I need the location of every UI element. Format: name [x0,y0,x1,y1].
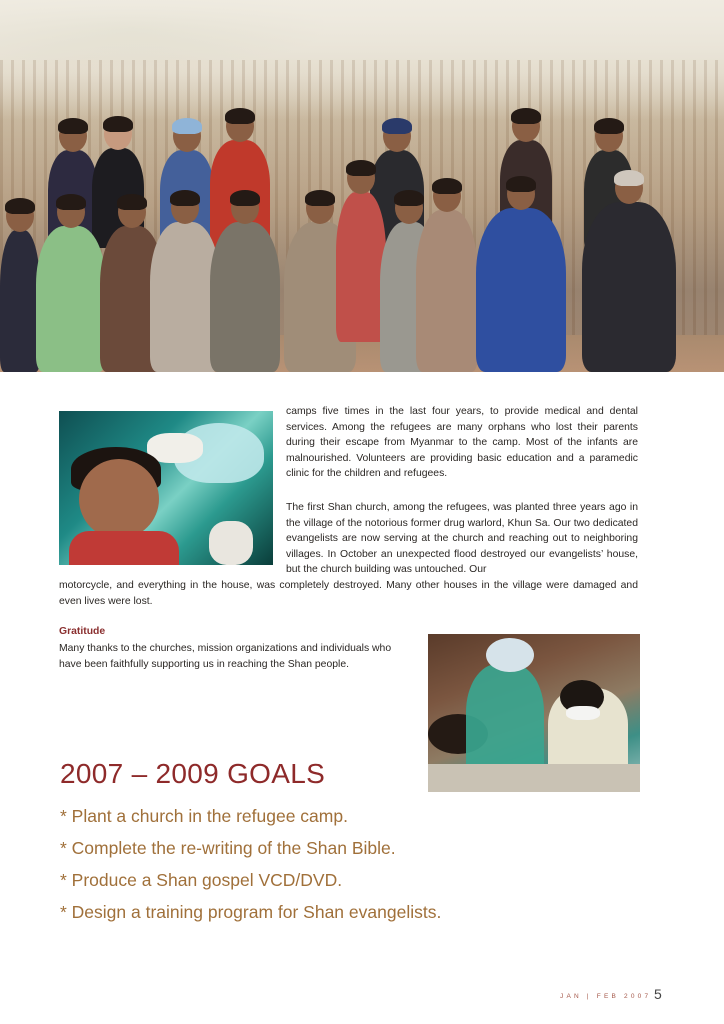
dental-exam-photo [59,411,273,565]
goal-item: * Produce a Shan gospel VCD/DVD. [60,870,343,890]
child-figure [416,210,478,372]
child-figure [476,208,566,372]
gratitude-heading: Gratitude [59,626,106,637]
issue-date: JAN | FEB 2007 [560,993,652,1000]
child-figure [336,192,386,342]
page-number: 5 [654,986,662,1002]
gratitude-body: Many thanks to the churches, mission organizations and individuals who have been faithfully supporting us in reaching the Shan people. [59,643,392,670]
child-figure [210,222,280,372]
medical-clinic-photo [428,634,640,792]
article-paragraph-continued: motorcycle, and everything in the house, was completely destroyed. Many other houses in the village were damaged and even lives were lost. [59,580,638,607]
article-paragraph: The first Shan church, among the refugees, was planted three years ago in the village of the notorious former drug warlord, Khun Sa. Our two dedicated evangelists are now serving at the church and reaching out to neighboring villages. In October an unexpected flood destroyed our evangelists’ house, but the church building was untouched. Our [286,502,638,576]
goal-item: * Complete the re-writing of the Shan Bible. [60,838,396,858]
child-figure [0,230,40,372]
refugee-children-photo [0,0,724,372]
goals-list [60,800,441,928]
child-figure [36,226,106,372]
article-paragraph: camps five times in the last four years, to provide medical and dental services. Among the refugees are many orphans who lost their parents during their escape from Myanmar to the camp. Most of the infants are malnourished. Volunteers are providing basic education and a paramedic clinic for the children and refugees. [286,406,638,480]
goal-item: * Plant a church in the refugee camp. [60,806,348,826]
goals-heading: 2007 – 2009 GOALS [60,758,326,789]
child-figure [582,202,676,372]
goal-item: * Design a training program for Shan evangelists. [60,902,442,922]
